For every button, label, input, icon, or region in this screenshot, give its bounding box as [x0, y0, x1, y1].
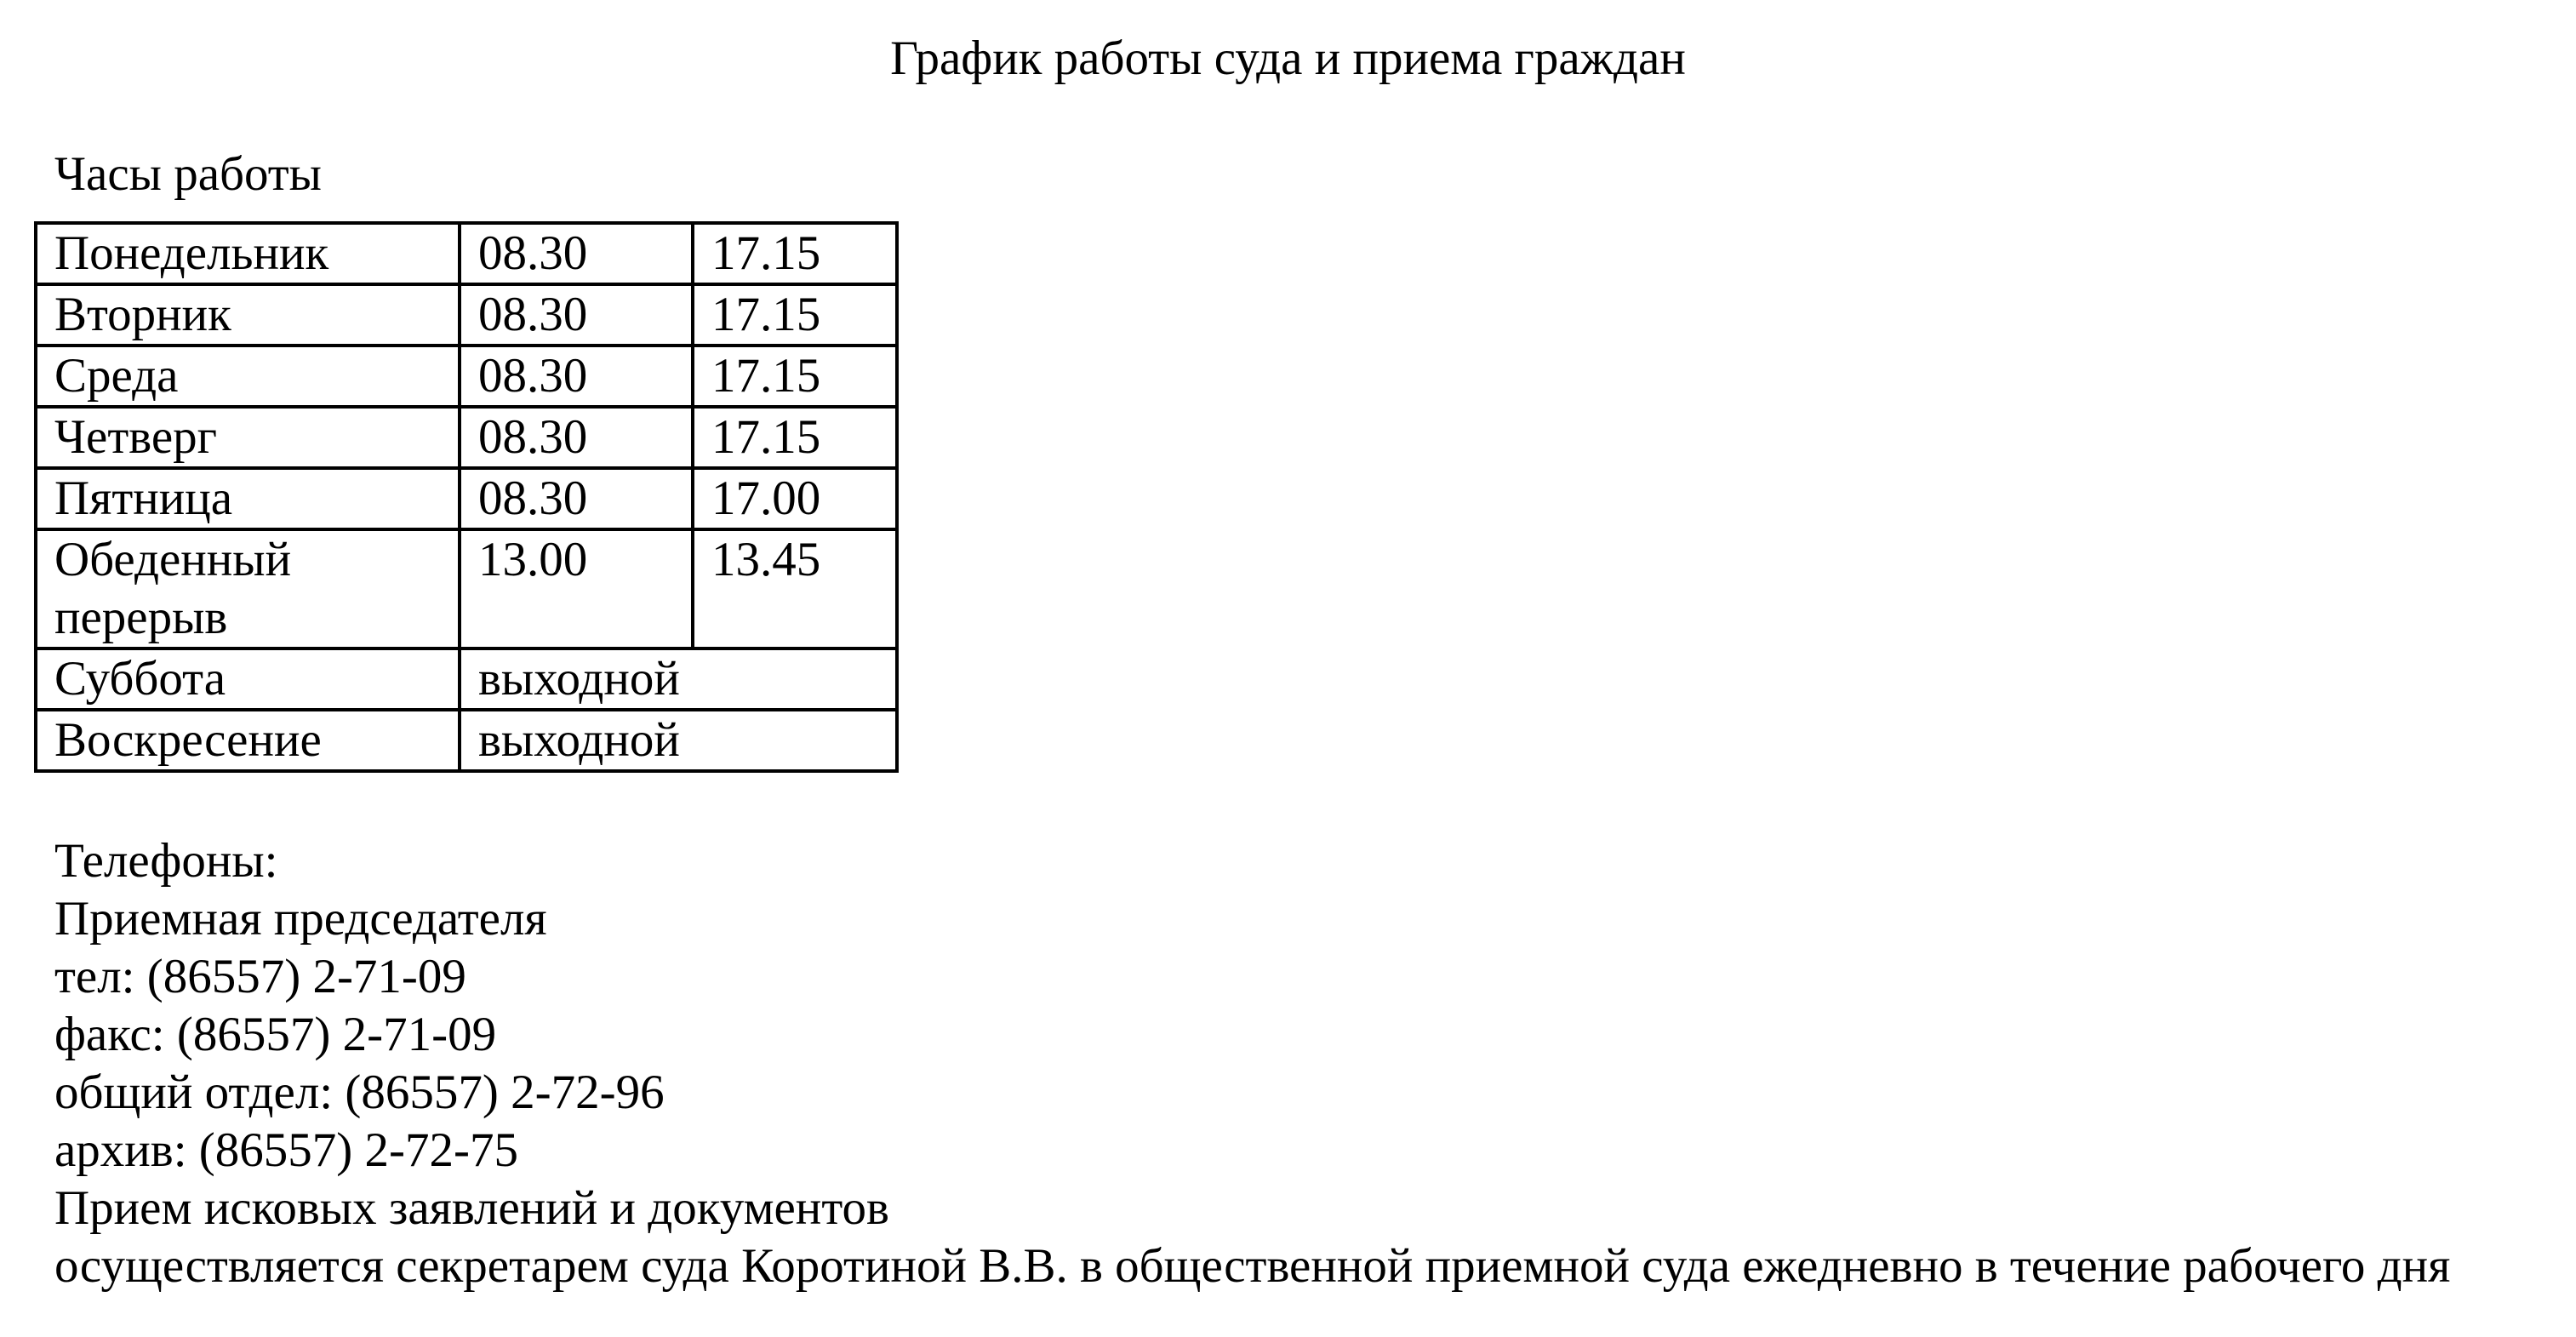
close-time-cell: 17.15 — [693, 223, 897, 284]
day-off-cell: выходной — [460, 710, 897, 771]
day-cell: Пятница — [36, 468, 460, 529]
day-label-line-2: перерыв — [54, 591, 228, 644]
day-cell: Суббота — [36, 649, 460, 710]
reception-label: Приемная председателя — [54, 892, 547, 946]
table-row — [36, 649, 897, 710]
table-row — [36, 223, 897, 284]
open-time-cell: 08.30 — [460, 346, 693, 407]
open-time-cell: 13.00 — [460, 529, 693, 649]
intake-text-line-1: Прием исковых заявлений и документов — [54, 1181, 889, 1235]
day-cell: Четверг — [36, 407, 460, 468]
day-cell: Понедельник — [36, 223, 460, 284]
archive-phone: архив: (86557) 2-72-75 — [54, 1123, 518, 1177]
open-time-cell: 08.30 — [460, 468, 693, 529]
day-label-line-1: Обеденный — [54, 533, 292, 586]
close-time-cell: 13.45 — [693, 529, 897, 649]
table-row — [36, 407, 897, 468]
table-row — [36, 710, 897, 771]
open-time-cell: 08.30 — [460, 223, 693, 284]
close-time-cell: 17.15 — [693, 407, 897, 468]
day-cell: Вторник — [36, 284, 460, 346]
day-off-cell: выходной — [460, 649, 897, 710]
intake-text-line-2: осуществляется секретарем суда Коротиной В.В. в общественной приемной суда ежедневно в течение рабочего дня — [54, 1239, 2451, 1293]
open-time-cell: 08.30 — [460, 407, 693, 468]
table-row-lunch-break — [36, 529, 897, 649]
table-row — [36, 284, 897, 346]
working-hours-table — [34, 221, 899, 773]
table-row — [36, 346, 897, 407]
fax-line: факс: (86557) 2-71-09 — [54, 1008, 497, 1061]
day-cell: Среда — [36, 346, 460, 407]
day-cell — [36, 529, 460, 649]
contacts-block — [54, 832, 2450, 1295]
page-title: График работы суда и приема граждан — [890, 31, 1686, 85]
table-row — [36, 468, 897, 529]
day-cell: Воскресение — [36, 710, 460, 771]
general-department-phone: общий отдел: (86557) 2-72-96 — [54, 1066, 665, 1119]
open-time-cell: 08.30 — [460, 284, 693, 346]
close-time-cell: 17.15 — [693, 284, 897, 346]
phone-line: тел: (86557) 2-71-09 — [54, 950, 466, 1003]
close-time-cell: 17.00 — [693, 468, 897, 529]
hours-label: Часы работы — [54, 147, 322, 201]
contacts-heading: Телефоны: — [54, 834, 278, 888]
close-time-cell: 17.15 — [693, 346, 897, 407]
